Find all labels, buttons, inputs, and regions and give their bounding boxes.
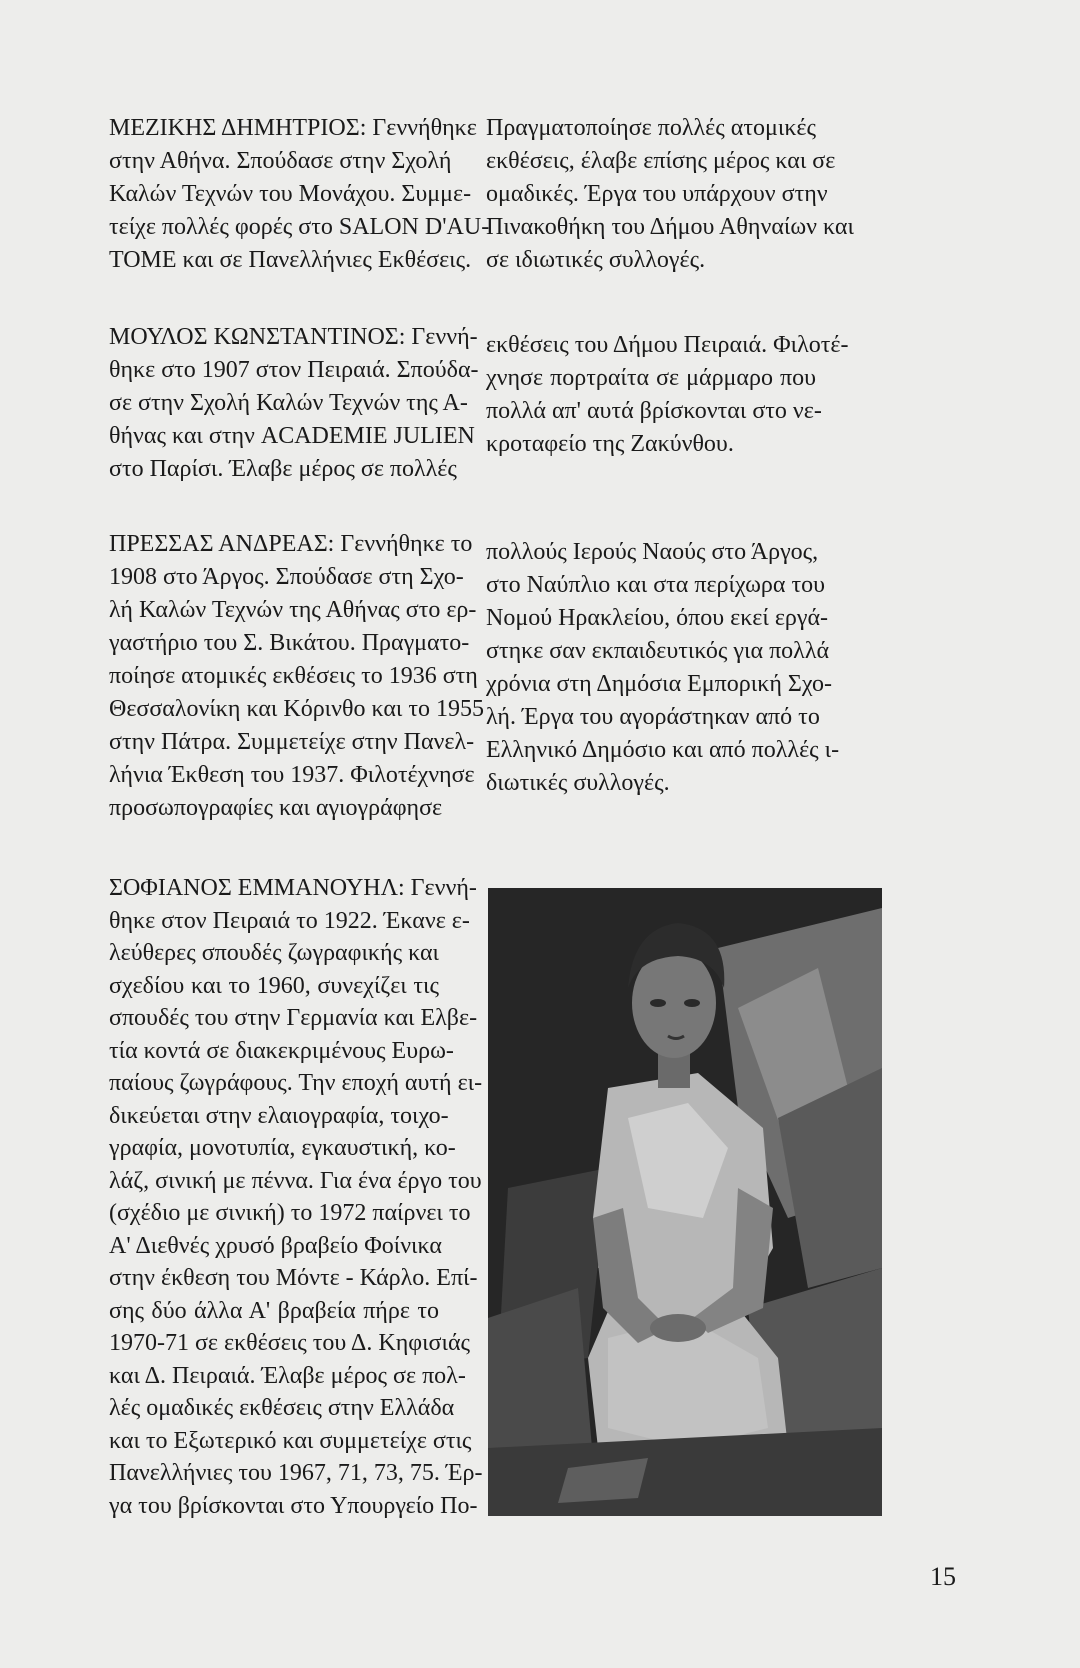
text-line: και το Εξωτερικό και συμμετείχε στις: [109, 1427, 472, 1454]
text-line: Νομού Ηρακλείου, όπου εκεί εργά-: [486, 605, 829, 631]
text-line: στηκε σαν εκπαιδευτικός για πολλά: [486, 638, 830, 664]
page-number: 15: [930, 1562, 956, 1591]
text-line: Ελληνικό Δημόσιο και από πολλές ι-: [486, 737, 840, 763]
text-line: σης δύο άλλα Α' βραβεία πήρε το: [109, 1297, 439, 1324]
text-line: χνησε πορτραίτα σε μάρμαρο που: [486, 365, 816, 391]
bio-sofianos: [109, 872, 483, 1522]
text-line: σχεδίου και το 1960, συνεχίζει τις: [109, 972, 439, 999]
text-line: Α' Διεθνές χρυσό βραβείο Φοίνικα: [109, 1232, 442, 1259]
text-line: τείχε πολλές φορές στο SALON D'AU-: [109, 214, 490, 240]
bio-pressas-left: [109, 528, 485, 825]
text-line: λή Καλών Τεχνών της Αθήνας στο ερ-: [109, 597, 477, 623]
text-line: 1970-71 σε εκθέσεις του Δ. Κηφισιάς: [109, 1330, 471, 1356]
text-line: λή. Έργα του αγοράστηκαν από το: [486, 704, 820, 730]
text-line: TOME και σε Πανελλήνιες Εκθέσεις.: [109, 247, 472, 273]
text-line: δικεύεται στην ελαιογραφία, τοιχο-: [109, 1102, 449, 1129]
text-line: ΜΕΖΙΚΗΣ ΔΗΜΗΤΡΙΟΣ: Γεννήθηκε: [109, 115, 477, 141]
text-line: σε ιδιωτικές συλλογές.: [486, 247, 706, 273]
text-line: ποίησε ατομικές εκθέσεις το 1936 στη: [109, 663, 478, 689]
text-line: Πραγματοποίησε πολλές ατομικές: [486, 115, 816, 141]
text-line: και Δ. Πειραιά. Έλαβε μέρος σε πολ-: [109, 1362, 466, 1389]
text-line: θηκε στον Πειραιά το 1922. Έκανε ε-: [109, 907, 470, 934]
text-line: λήνια Έκθεση του 1937. Φιλοτέχνησε: [109, 762, 475, 788]
text-line: γα του βρίσκονται στο Υπουργείο Πο-: [109, 1492, 478, 1519]
text-line: τία κοντά σε διακεκριμένους Ευρω-: [109, 1037, 454, 1064]
text-line: σπουδές του στην Γερμανία και Ελβε-: [109, 1005, 478, 1031]
text-line: στην Πάτρα. Συμμετείχε στην Πανελ-: [109, 729, 475, 755]
text-line: στην Αθήνα. Σπούδασε στην Σχολή: [109, 148, 452, 174]
text-line: προσωπογραφίες και αγιογράφησε: [109, 795, 443, 821]
text-line: λές ομαδικές εκθέσεις στην Ελλάδα: [109, 1395, 455, 1421]
text-line: στο Παρίσι. Έλαβε μέρος σε πολλές: [109, 456, 457, 482]
text-line: κροταφείο της Ζακύνθου.: [486, 431, 734, 457]
bio-mezikis-left: [109, 112, 490, 277]
text-line: θήνας και στην ACADEMIE JULIEN: [109, 423, 475, 449]
text-line: διωτικές συλλογές.: [486, 770, 670, 796]
text-line: ΜΟΥΛΟΣ ΚΩΝΣΤΑΝΤΙΝΟΣ: Γεννή-: [109, 324, 478, 350]
text-line: Πινακοθήκη του Δήμου Αθηναίων και: [486, 214, 854, 240]
text-line: χρόνια στη Δημόσια Εμπορική Σχο-: [486, 671, 832, 697]
text-line: στο Ναύπλιο και στα περίχωρα του: [486, 572, 825, 598]
text-line: Θεσσαλονίκη και Κόρινθο και το 1955: [109, 696, 485, 722]
text-line: λάζ, σινική με πέννα. Για ένα έργο του: [109, 1167, 482, 1194]
bio-pressas-right: [486, 536, 840, 800]
text-line: 1908 στο Άργος. Σπούδασε στη Σχο-: [109, 564, 464, 590]
text-line: στην έκθεση του Μόντε - Κάρλο. Επί-: [109, 1265, 478, 1291]
text-line: πολλά απ' αυτά βρίσκονται στο νε-: [486, 398, 822, 424]
painting-seated-woman: [488, 888, 882, 1516]
text-line: γαστήριο του Σ. Βικάτου. Πραγματο-: [109, 630, 470, 656]
text-line: εκθέσεις, έλαβε επίσης μέρος και σε: [486, 148, 836, 174]
text-line: θηκε στο 1907 στον Πειραιά. Σπούδα-: [109, 357, 479, 383]
text-line: ΣΟΦΙΑΝΟΣ ΕΜΜΑΝΟΥΗΛ: Γεννή-: [109, 875, 477, 901]
text-line: σε στην Σχολή Καλών Τεχνών της Α-: [109, 390, 468, 416]
text-line: (σχέδιο με σινική) το 1972 παίρνει το: [109, 1200, 471, 1226]
bio-moulos-left: [109, 321, 479, 486]
text-line: Καλών Τεχνών του Μονάχου. Συμμε-: [109, 181, 472, 207]
text-line: Πανελλήνιες του 1967, 71, 73, 75. Έρ-: [109, 1460, 483, 1486]
bio-mezikis-right: [486, 112, 854, 277]
text-line: γραφία, μονοτυπία, εγκαυστική, κο-: [109, 1135, 456, 1161]
text-line: πολλούς Ιερούς Ναούς στο Άργος,: [486, 539, 819, 565]
text-line: εκθέσεις του Δήμου Πειραιά. Φιλοτέ-: [486, 332, 849, 358]
text-line: παίους ζωγράφους. Την εποχή αυτή ει-: [109, 1070, 483, 1096]
text-line: λεύθερες σπουδές ζωγραφικής και: [109, 940, 439, 966]
bio-moulos-right: [486, 329, 849, 461]
text-line: ομαδικές. Έργα του υπάρχουν στην: [486, 181, 828, 207]
text-line: ΠΡΕΣΣΑΣ ΑΝΔΡΕΑΣ: Γεννήθηκε το: [109, 531, 473, 557]
